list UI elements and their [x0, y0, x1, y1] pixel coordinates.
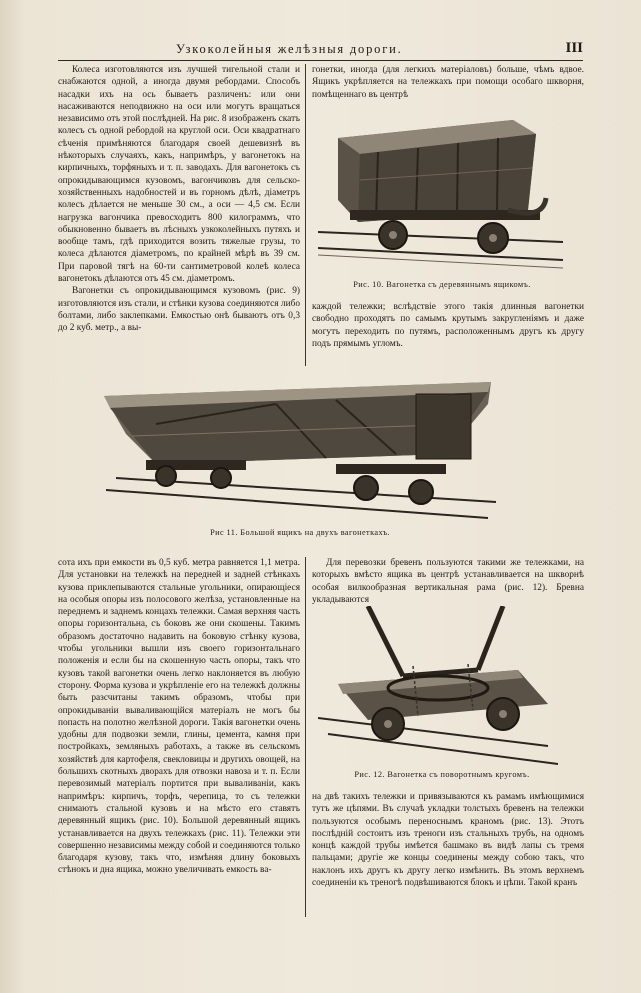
paragraph-lower-left: сота ихъ при емкости въ 0,5 куб. метра равняется 1,1 метра. Для установки на тележкѣ на передней и задней стѣнкахъ кузова приклепываются стальные угольники, опирающіеся на особыя опоры изъ полосового желѣза, установленные на переднемъ и заднемъ концахъ тележки. Самая верхняя часть опоры горизонтальна, съ боковъ же они скошены. Такимъ образомъ достаточно надавить на боковую стѣнку кузова, чтобы угольники вышли изъ своего горизонтальнаго положенія и если бы на скошенную часть опоры, такъ что кузовъ такой вагонетки очень легко наклоняется въ любую сторону. Форма кузова и укрѣпленіе его на тележкѣ должны быть разсчитаны такимъ образомъ, чтобы при опрокидываніи вываливающійся матеріалъ не могъ бы попасть на полотно желѣзной дороги. Такія вагонетки очень удобны для подвозки земли, глины, цемента, камня при постройкахъ, земляныхъ работахъ, а также въ сельскомъ хозяйствѣ для картофеля, свекловицы и другихъ овощей, на большихъ скотныхъ дворахъ для отвозки навоза и т. п. Если перевозимый матеріалъ портится при вываливаніи, какъ напримѣръ: кирпичъ, торфъ, черепица, то съ тележки снимаютъ стальной кузовъ и на мѣсто его ставятъ деревянный ящикъ (рис. 10). Большой деревянный ящикъ устанавливается на двухъ тележкахъ (рис. 11). Тележки эти совершенно независимы между собой и соединяются только благодаря кузову, такъ что, измѣняя длину боковыхъ стѣнокъ и дна ящика, можно увеличивать емкость ва- — [58, 558, 300, 876]
paragraph-wheels: Колеса изготовляются изъ лучшей тигельной стали и снабжаются одной, а иногда двумя ребордами. Способъ насадки ихъ на ось бываетъ различенъ: или они насаживаются неподвижно на оси или могутъ вращаться независимо отъ этой послѣдней. На рис. 8 изображенъ скатъ колесъ съ одной ребордой на круглой оси. Оси квадратнаго сѣченія примѣняются благодаря своей дешевизнѣ въ нѣкоторыхъ случаяхъ, какъ, напримѣръ, у вагонетокъ на кирпичныхъ, торфяныхъ и т. п. заводахъ. Для вагонетокъ съ опрокидывающимся кузовомъ, вагончиковъ для сельско-хозяйственныхъ надобностей и въ горномъ дѣлѣ, діаметръ колесъ дѣлается не меньше 30 см., а оси — 4,5 см. Если нагрузка вагончика превосходитъ 800 килограммъ, что обыкновенно бываетъ въ лѣсныхъ узкоколейныхъ путяхъ и вообще тамъ, гдѣ приходится возить тяжелые грузы, то колеса дѣлаются діаметромъ, по крайней мѣрѣ въ 39 см. При паровой тягѣ на 60-ти сантиметровой колеѣ колеса вагонетокъ дѣлаются отъ 45 см. діаметромъ. — [58, 65, 300, 285]
lower-right-text-bottom — [312, 791, 584, 917]
column-rule-upper — [305, 64, 306, 366]
caption-figure-11: Рис 11. Большой ящикъ на двухъ вагонеткахъ. — [210, 528, 390, 537]
upper-right-text-top — [312, 64, 584, 102]
figure-11-large-box — [96, 374, 508, 522]
wooden-box-wagon-illustration — [318, 110, 563, 275]
lower-right-text-top — [312, 557, 584, 607]
running-head — [58, 40, 583, 61]
paragraph-continuation-bottom: каждой тележки; вслѣдствіе этого такія длинныя вагонетки свободно проходятъ по самымъ крутымъ закругленіямъ и даже могутъ переходить по путямъ, расположеннымъ другъ къ другу подъ прямымъ угломъ. — [312, 302, 584, 349]
figure-10-wooden-box-wagon — [318, 110, 563, 275]
paragraph-logs: Для перевозки бревенъ пользуются такими же тележками, на которыхъ вмѣсто ящика въ центрѣ устанавливается на шкворнѣ особая вилкообразная вертикальная рама (рис. 12). Бревна укладываются — [312, 558, 584, 605]
turntable-wagon-illustration — [318, 606, 558, 766]
lower-left-column — [58, 557, 300, 917]
figure-12-turntable-wagon — [318, 606, 558, 766]
upper-left-column — [58, 64, 300, 366]
paragraph-crane: на двѣ такихъ тележки и привязываются къ рамамъ имѣющимися тутъ же цѣпями. Въ случаѣ укладки толстыхъ бревенъ на тележки пользуются особымъ переноснымъ краномъ (рис. 13). Этотъ послѣдній состоитъ изъ треноги изъ стальныхъ трубъ, на одномъ концѣ каждой трубы имѣется башмако въ видѣ лапы съ тремя пальцами; другіе же концы соединены между собою такъ, что наклонъ ихъ другъ къ другу легко измѣнить. Въ этомъ верхнемъ соединеніи къ треногѣ подвѣшиваются блокъ и цѣпи. Такой кранъ — [312, 792, 584, 889]
page-number: III — [565, 40, 583, 56]
column-rule-lower — [305, 557, 306, 917]
paragraph-tipping-wagons: Вагонетки съ опрокидывающимся кузовомъ (рис. 9) изготовляются изъ стали, и стѣнки кузова соединяются либо болтами, либо заклепками. Емкостью онѣ бываютъ отъ 0,3 до 2 куб. метр., а вы- — [58, 286, 300, 334]
running-title: Узкоколейныя желѣзныя дороги. — [176, 42, 403, 56]
caption-figure-12: Рис. 12. Вагонетка съ поворотнымъ кругомъ. — [354, 770, 530, 779]
large-box-on-two-wagons-illustration — [96, 374, 508, 522]
caption-figure-10: Рис. 10. Вагонетка съ деревяннымъ ящикомъ. — [353, 280, 531, 289]
upper-right-text-bottom — [312, 301, 584, 367]
paragraph-continuation-top: гонетки, иногда (для легкихъ матеріаловъ) больше, чѣмъ вдвое. Ящикъ укрѣпляется на тележкахъ при помощи особаго шкворня, помѣщеннаго въ центрѣ — [312, 65, 584, 100]
